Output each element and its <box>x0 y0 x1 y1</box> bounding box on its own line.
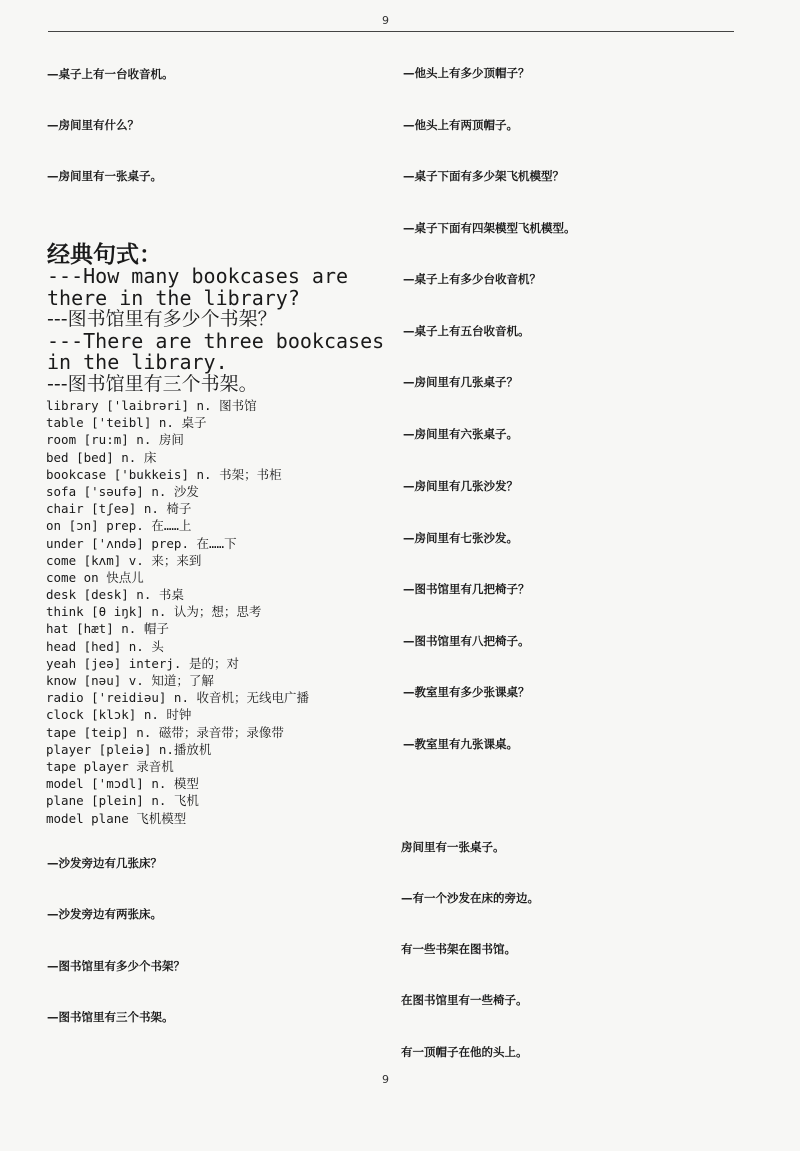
right-dialog-line: —房间里有七张沙发。 <box>403 531 518 545</box>
vocab-item: come on 快点儿 <box>46 569 144 585</box>
right-dialog-line: —他头上有多少顶帽子？ <box>403 66 530 80</box>
vocab-item: come [kʌm] v. 来；来到 <box>46 552 202 568</box>
vocab-item: model plane 飞机模型 <box>46 810 187 826</box>
vocab-item: head [hed] n. 头 <box>46 638 164 654</box>
right-dialog-line: —房间里有几张沙发？ <box>403 479 518 493</box>
example-line: in the library. <box>47 350 228 374</box>
vocab-item: know [nəu] v. 知道；了解 <box>46 673 214 688</box>
right-dialog-line: —桌子下面有四架模型飞机模型。 <box>403 221 576 235</box>
right-dialog-line: —他头上有两顶帽子。 <box>403 118 518 132</box>
vocab-item: player [pleiə] n.播放机 <box>46 741 212 757</box>
right-dialog-line: —房间里有六张桌子。 <box>403 427 518 441</box>
right-sentence-line: —有一个沙发在床的旁边。 <box>401 891 539 905</box>
vocab-item: room [ru:m] n. 房间 <box>46 432 184 448</box>
right-sentence-line: 有一些书架在图书馆。 <box>401 942 516 956</box>
vocab-item: hat [hæt] n. 帽子 <box>46 621 169 637</box>
vocab-item: tape [teip] n. 磁带；录音带；录像带 <box>46 724 284 740</box>
left-dialog-line: —图书馆里有多少个书架？ <box>47 959 185 973</box>
vocab-item: bookcase ['bukkeis] n. 书架；书柜 <box>46 466 282 482</box>
right-dialog-line: —教室里有多少张课桌？ <box>403 685 530 699</box>
vocab-item: radio ['reidiəu] n. 收音机；无线电广播 <box>46 690 310 706</box>
vocabulary-list <box>46 397 386 827</box>
vocab-item: chair [tʃeə] n. 椅子 <box>46 501 192 517</box>
left-dialog-line: —沙发旁边有两张床。 <box>47 907 162 921</box>
right-dialog-line: —桌子下面有多少架飞机模型？ <box>403 169 564 183</box>
vocab-item: desk [desk] n. 书桌 <box>46 587 184 603</box>
left-dialog-line: —图书馆里有三个书架。 <box>47 1010 174 1024</box>
vocab-item: tape player 录音机 <box>46 758 174 774</box>
left-dialog-line: —房间里有什么？ <box>47 118 139 132</box>
right-dialog-line: —教室里有九张课桌。 <box>403 737 518 751</box>
right-dialog-line: —图书馆里有八把椅子。 <box>403 634 530 648</box>
right-dialog-line: —房间里有几张桌子？ <box>403 375 518 389</box>
vocab-item: yeah [jeə] interj. 是的；对 <box>46 655 239 671</box>
vocab-item: plane [plein] n. 飞机 <box>46 793 199 809</box>
vocab-item: think [θ iŋk] n. 认为；想；思考 <box>46 604 262 620</box>
example-line: ---There are three bookcases <box>47 328 385 353</box>
right-dialog-line: —桌子上有多少台收音机？ <box>403 272 541 286</box>
right-dialog-line: —图书馆里有几把椅子？ <box>403 582 530 596</box>
vocab-item: on [ɔn] prep. 在……上 <box>46 518 192 534</box>
vocab-item: model ['mɔdl] n. 模型 <box>46 776 199 792</box>
right-sentence-line: 房间里有一张桌子。 <box>401 840 505 854</box>
left-dialog-line: —房间里有一张桌子。 <box>47 169 162 183</box>
footer-page-number: 9 <box>382 1073 389 1086</box>
left-dialog-line: —桌子上有一台收音机。 <box>47 67 174 81</box>
example-sentences <box>47 266 387 395</box>
example-line: ---How many bookcases are <box>47 264 349 288</box>
vocab-item: sofa ['səufə] n. 沙发 <box>46 483 199 499</box>
vocab-item: table ['teibl] n. 桌子 <box>46 415 207 431</box>
right-sentence-line: 在图书馆里有一些椅子。 <box>401 993 528 1007</box>
right-dialog-line: —桌子上有五台收音机。 <box>403 324 530 338</box>
left-dialog-line: —沙发旁边有几张床？ <box>47 856 162 870</box>
section-title: 经典句式： <box>47 242 162 268</box>
vocab-item: library ['laibrəri] n. 图书馆 <box>46 398 257 413</box>
header-rule <box>48 31 734 32</box>
example-line: ---图书馆里有多少个书架？ <box>47 308 277 330</box>
vocab-item: bed [bed] n. 床 <box>46 449 157 465</box>
header-page-number: 9 <box>382 14 389 27</box>
vocab-item: clock [klɔk] n. 时钟 <box>46 707 192 723</box>
example-line: ---图书馆里有三个书架。 <box>47 372 258 395</box>
right-sentence-line: 有一顶帽子在他的头上。 <box>401 1045 528 1059</box>
vocab-item: under ['ʌndə] prep. 在……下 <box>46 535 237 551</box>
example-line: there in the library? <box>47 285 300 310</box>
